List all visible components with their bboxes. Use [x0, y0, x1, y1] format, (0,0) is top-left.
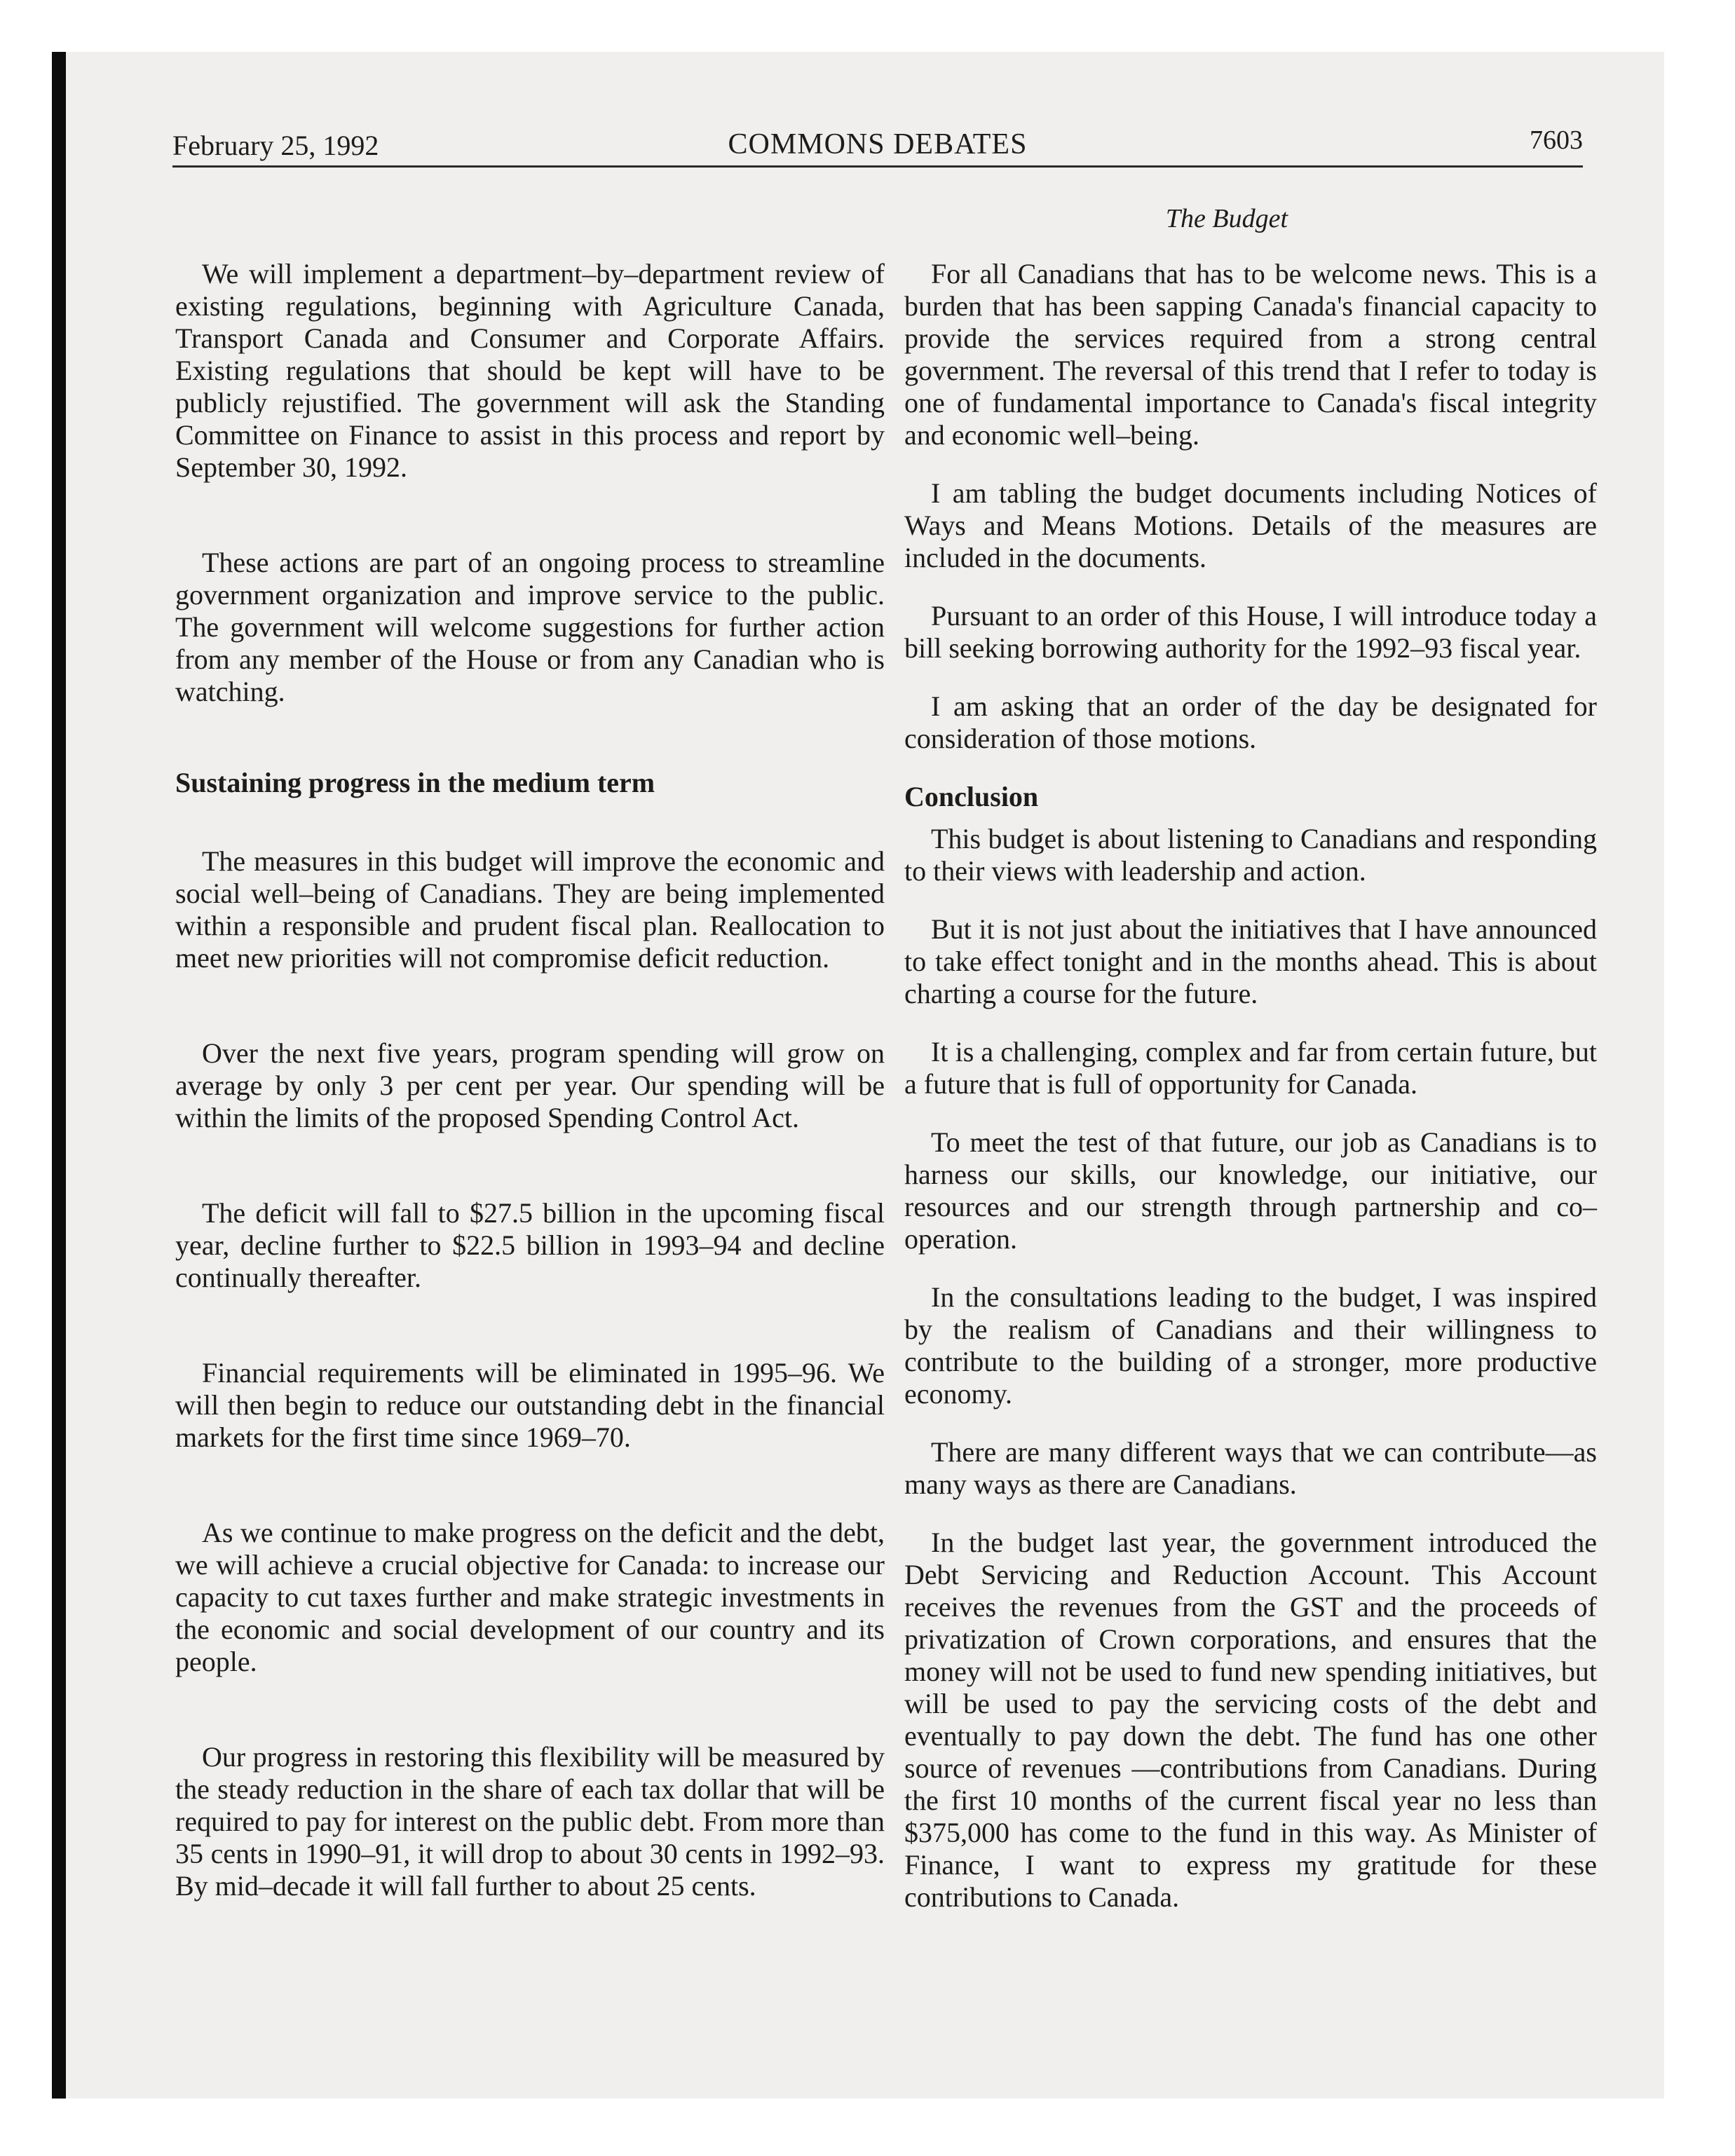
section-heading: The Budget: [1165, 204, 1288, 233]
paragraph: To meet the test of that future, our job as Canadians is to harness our skills, our knowledge, our initiative, our resources and our strength through partnership and co–operation.: [904, 1126, 1597, 1255]
page-header: [172, 125, 1583, 164]
paragraph: In the consultations leading to the budget, I was inspired by the realism of Canadians and their willingness to contribute to the building of a stronger, more productive economy.: [904, 1281, 1597, 1410]
paragraph: Over the next five years, program spending will grow on average by only 3 per cent per year. Our spending will be within the limits of the proposed Spending Control Act.: [175, 1037, 885, 1133]
header-title: COMMONS DEBATES: [728, 128, 1028, 161]
paragraph: It is a challenging, complex and far from certain future, but a future that is full of opportunity for Canada.: [904, 1036, 1597, 1100]
binding-edge: [52, 52, 66, 2099]
paragraph: As we continue to make progress on the deficit and the debt, we will achieve a crucial objective for Canada: to increase our capacity to cut taxes further and make strategic investments in the economic and social development of our country and its people.: [175, 1517, 885, 1677]
header-rule: [172, 165, 1583, 168]
paragraph: Our progress in restoring this flexibility will be measured by the steady reduction in the share of each tax dollar that will be required to pay for interest on the public debt. From more than 35 cents in 1990–91, it will drop to about 30 cents in 1992–93. By mid–decade it will fall further to about 25 cents.: [175, 1741, 885, 1902]
paragraph: But it is not just about the initiatives that I have announced to take effect tonight and in the months ahead. This is about charting a course for the future.: [904, 913, 1597, 1009]
left-column: [175, 258, 885, 1965]
paragraph: Pursuant to an order of this House, I will introduce today a bill seeking borrowing authority for the 1992–93 fiscal year.: [904, 600, 1597, 664]
paragraph: I am tabling the budget documents including Notices of Ways and Means Motions. Details of the measures are included in the documents.: [904, 477, 1597, 573]
subheading: Conclusion: [904, 781, 1039, 812]
paragraph: The measures in this budget will improve the economic and social well–being of Canadians. They are being implemented within a responsible and prudent fiscal plan. Reallocation to meet new priorities will not compromise deficit reduction.: [175, 845, 885, 974]
paragraph: We will implement a department–by–department review of existing regulations, beginning with Agriculture Canada, Transport Canada and Consumer and Corporate Affairs. Existing regulations that should be kept will have to be publicly rejustified. The government will ask the Standing Committee on Finance to assist in this process and report by September 30, 1992.: [175, 258, 885, 483]
page-number: 7603: [1530, 125, 1583, 155]
paragraph: Financial requirements will be eliminated in 1995–96. We will then begin to reduce our outstanding debt in the financial markets for the first time since 1969–70.: [175, 1357, 885, 1453]
paragraph: This budget is about listening to Canadians and responding to their views with leadership and action.: [904, 823, 1597, 887]
right-column: [904, 258, 1597, 1939]
paragraph: The deficit will fall to $27.5 billion in the upcoming fiscal year, decline further to $22.5 billion in 1993–94 and decline continually thereafter.: [175, 1197, 885, 1293]
paragraph: These actions are part of an ongoing process to streamline government organization and improve service to the public. The government will welcome suggestions for further action from any member of the House or from any Canadian who is watching.: [175, 547, 885, 707]
paragraph: There are many different ways that we can contribute—as many ways as there are Canadians.: [904, 1436, 1597, 1500]
subheading: Sustaining progress in the medium term: [175, 767, 655, 798]
header-date: February 25, 1992: [172, 130, 379, 161]
paragraph: For all Canadians that has to be welcome news. This is a burden that has been sapping Canada's financial capacity to provide the services required from a strong central government. The reversal of this trend that I refer to today is one of fundamental importance to Canada's fiscal integrity and economic well–being.: [904, 258, 1597, 451]
paragraph: In the budget last year, the government introduced the Debt Servicing and Reduction Account. This Account receives the revenues from the GST and the proceeds of privatization of Crown corporations, and ensures that the money will not be used to fund new spending initiatives, but will be used to pay the servicing costs of the debt and eventually to pay down the debt. The fund has one other source of revenues —contributions from Canadians. During the first 10 months of the current fiscal year no less than $375,000 has come to the fund in this way. As Minister of Finance, I want to express my gratitude for these contributions to Canada.: [904, 1527, 1597, 1913]
paragraph: I am asking that an order of the day be designated for consideration of those motions.: [904, 690, 1597, 754]
